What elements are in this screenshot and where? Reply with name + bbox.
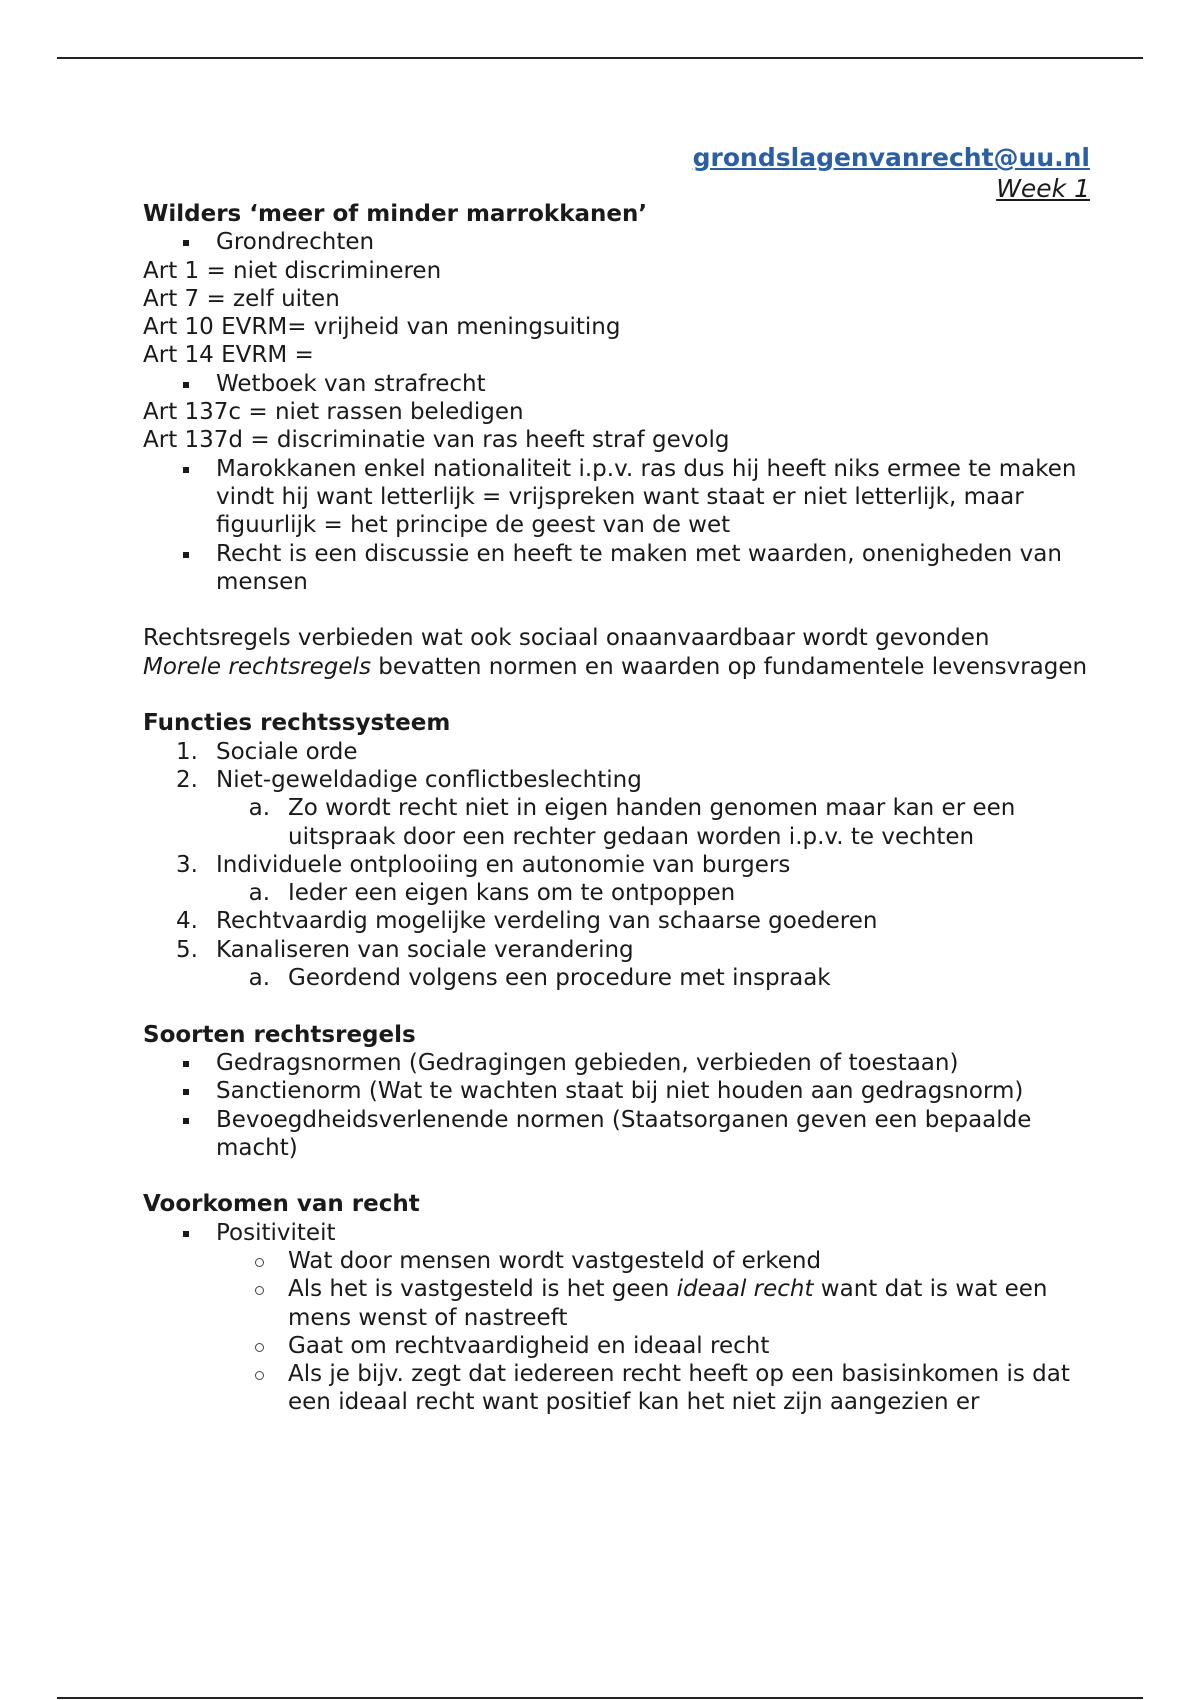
- top-rule: [57, 57, 1143, 59]
- list-item: Grondrechten: [143, 228, 1090, 256]
- square-bullet-icon: [183, 240, 189, 246]
- list-item: 3. Individuele ontplooiing en autonomie van burgers: [176, 851, 791, 878]
- circle-bullet-icon: [255, 1371, 264, 1380]
- circle-bullet-icon: [255, 1258, 264, 1267]
- section-title-voorkomen: Voorkomen van recht: [143, 1191, 420, 1218]
- square-bullet-icon: [183, 467, 189, 473]
- list-item: 5. Kanaliseren van sociale verandering: [176, 936, 634, 963]
- text-line: Art 137d = discriminatie van ras heeft straf gevolg: [143, 427, 730, 454]
- bottom-rule: [57, 1697, 1143, 1699]
- list-item: Gedragsnormen (Gedragingen gebieden, verbieden of toestaan): [143, 1049, 1090, 1077]
- text-line: Art 137c = niet rassen beledigen: [143, 399, 524, 426]
- circle-bullet-icon: [255, 1343, 264, 1352]
- list-item: 1. Sociale orde: [176, 738, 358, 765]
- email-link[interactable]: grondslagenvanrecht@uu.nl: [692, 143, 1090, 172]
- list-item: Sanctienorm (Wat te wachten staat bij niet houden aan gedragsnorm): [143, 1077, 1090, 1105]
- functies-list: [143, 738, 1090, 993]
- section-title-functies: Functies rechtssysteem: [143, 710, 451, 737]
- text-line: Art 14 EVRM =: [143, 342, 314, 369]
- square-bullet-icon: [183, 552, 189, 558]
- sub-list-item: Gaat om rechtvaardigheid en ideaal recht: [143, 1332, 1090, 1360]
- square-bullet-icon: [183, 1061, 189, 1067]
- document-page: [143, 142, 1090, 1417]
- square-bullet-icon: [183, 1089, 189, 1095]
- section-title-wilders: Wilders ‘meer of minder marrokkanen’: [143, 201, 648, 227]
- list-item: Wetboek van strafrecht: [143, 370, 1090, 398]
- text-line: Art 10 EVRM= vrijheid van meningsuiting: [143, 314, 621, 341]
- paragraph-line: Morele rechtsregels bevatten normen en waarden op fundamentele levensvragen: [143, 653, 1088, 680]
- list-item: Bevoegdheidsverlenende normen (Staatsorganen geven een bepaalde macht): [143, 1106, 1090, 1163]
- sub-list-item: a. Geordend volgens een procedure met inspraak: [248, 965, 831, 992]
- text-line: Art 7 = zelf uiten: [143, 285, 340, 312]
- sub-list-item: a. Zo wordt recht niet in eigen handen genomen maar kan er een uitspraak door een rechter gedaan worden i.p.v. te vechten: [248, 795, 1016, 850]
- square-bullet-icon: [183, 382, 189, 388]
- list-item: Positiviteit: [143, 1219, 1090, 1247]
- list-item: 4. Rechtvaardig mogelijke verdeling van schaarse goederen: [176, 908, 878, 935]
- sub-list-item: Wat door mensen wordt vastgesteld of erkend: [143, 1247, 1090, 1275]
- sub-list-item: a. Ieder een eigen kans om te ontpoppen: [248, 880, 736, 907]
- square-bullet-icon: [183, 1118, 189, 1124]
- text-line: Art 1 = niet discrimineren: [143, 257, 442, 284]
- week-label: Week 1: [996, 174, 1090, 203]
- sub-list-item: Als het is vastgesteld is het geen ideaal recht want dat is wat een mens wenst of nastreeft: [143, 1275, 1090, 1332]
- sub-list-item: Als je bijv. zegt dat iedereen recht heeft op een basisinkomen is dat een ideaal recht want positief kan het niet zijn aangezien er: [143, 1360, 1090, 1417]
- section-title-soorten: Soorten rechtsregels: [143, 1021, 416, 1048]
- list-item: Marokkanen enkel nationaliteit i.p.v. ras dus hij heeft niks ermee te maken vindt hij want letterlijk = vrijspreken want staat er niet letterlijk, maar figuurlijk = het principe de geest van de wet: [143, 455, 1090, 540]
- square-bullet-icon: [183, 1231, 189, 1237]
- list-item: Recht is een discussie en heeft te maken met waarden, onenigheden van mensen: [143, 540, 1090, 597]
- circle-bullet-icon: [255, 1286, 264, 1295]
- paragraph-line: Rechtsregels verbieden wat ook sociaal onaanvaardbaar wordt gevonden: [143, 625, 990, 652]
- list-item: 2. Niet-geweldadige conflictbeslechting: [176, 766, 642, 793]
